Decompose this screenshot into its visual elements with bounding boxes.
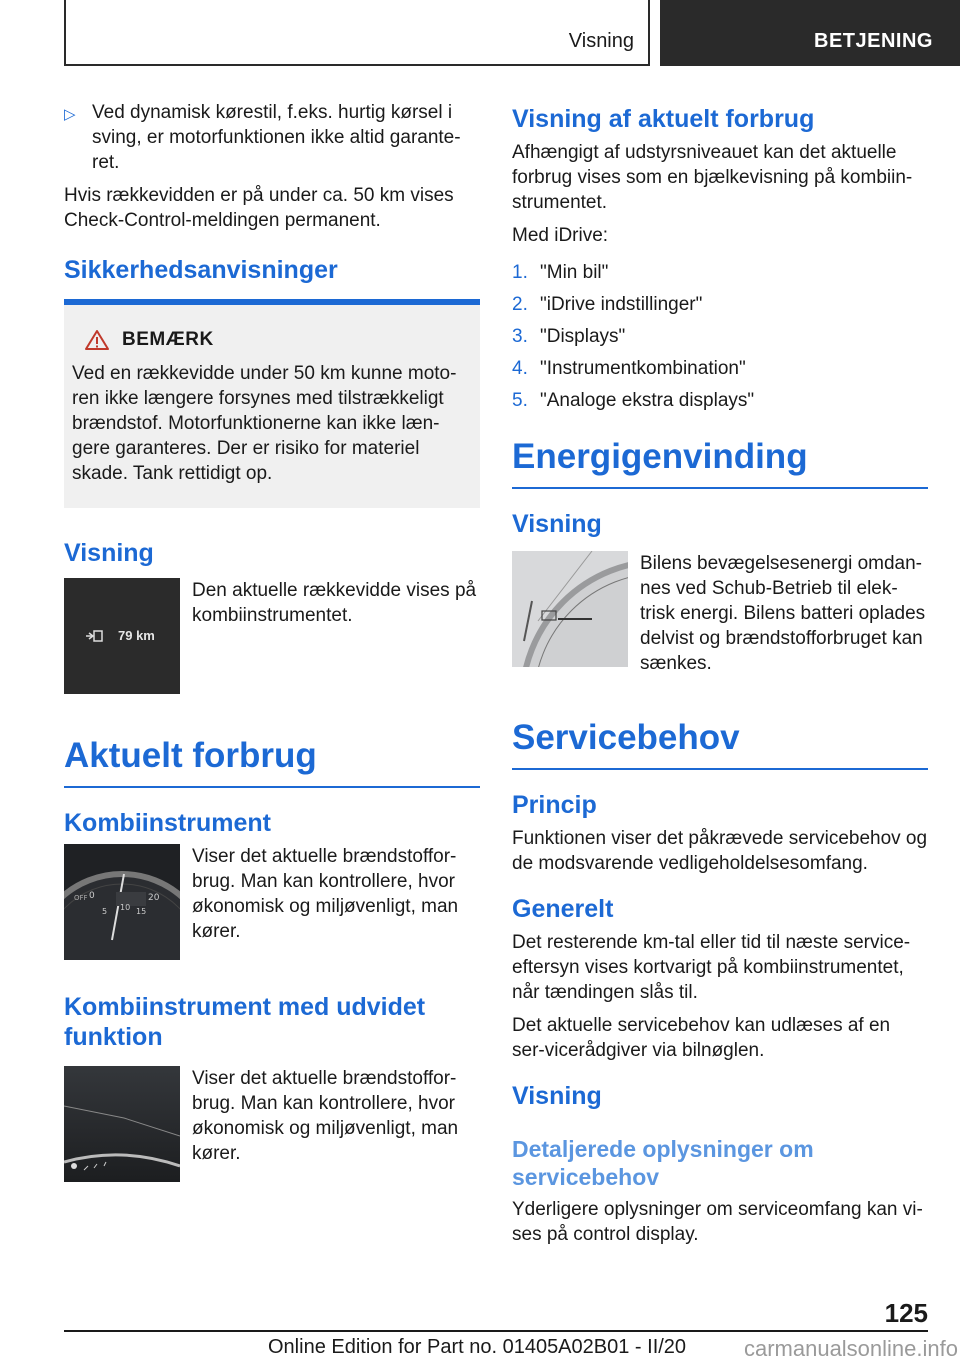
svg-text:20: 20 [148,893,160,903]
svg-text:10: 10 [120,903,131,912]
note-text: Ved en rækkevidde under 50 km kunne moto-ren ikke længere forsynes med tilstrækkeligt brændstof. Motorfunktionerne kan ikke læn-gere garanteres. Der er risiko for materiel skade. Tank rettidigt op. [72,363,457,484]
list-item: 4. "Instrumentkombination" [512,358,746,379]
princip-text: Funktionen viser det påkrævede servicebehov og de modsvarende vedligeholdelsesomfang. [512,828,928,874]
generelt-text-1: Det resterende km-tal eller tid til næste service-eftersyn vises kortvarigt på kombiinstrumentet, når tændingen slås til. [512,932,911,1003]
header-section-label: Visning [568,30,634,52]
list-item: 1. "Min bil" [512,262,609,283]
extended-gauge-image [64,1066,180,1182]
range-display-image [64,578,180,694]
footer-edition: Online Edition for Part no. 01405A02B01 - II/20 [268,1336,687,1358]
heading-safety: Sikkerhedsanvisninger [64,256,338,284]
heading-visning-forbrug: Visning af aktuelt forbrug [512,105,815,133]
header-chapter-box [660,0,960,66]
note-box [64,299,480,508]
generelt-text-2: Det aktuelle servicebehov kan udlæses af en ser-vicerådgiver via bilnøglen. [512,1015,891,1061]
heading-energi: Energigenvinding [512,435,928,489]
note-title: BEMÆRK [122,329,214,350]
list-item: 5. "Analoge ekstra displays" [512,390,755,411]
idrive-paragraph: Med iDrive: [512,225,609,246]
heading-forbrug: Aktuelt forbrug [64,734,480,788]
extended-gauge-icon [64,1066,180,1182]
visning-text: Den aktuelle rækkevidde vises på kombiinstrumentet. [192,580,477,626]
bullet-item [64,100,480,175]
energi-text: Bilens bevægelsesenergi omdan-nes ved Schub-Betrieb til elek-trisk energi. Bilens batteri oplades delvist og brændstofforbruget kan sænkes. [640,553,926,674]
note-header [84,329,472,351]
svg-text:15: 15 [136,907,147,916]
gauge-image [64,844,180,960]
range-figure-row [64,578,480,694]
header-chapter-label: BETJENING [814,30,933,52]
forbrug-paragraph: Afhængigt af udstyrsniveauet kan det aktuelle forbrug vises som en bjælkevisning på kombiin-strumentet. [512,142,913,213]
watermark: carmanualsonline.info [743,1336,958,1361]
kombi-ext-text: Viser det aktuelle brændstoffor-brug. Man kan kontrollere, hvor økonomisk og miljøvenligt, man kører. [192,1068,459,1164]
footer-divider [64,1330,928,1332]
gauge-icon [64,844,180,960]
range-paragraph: Hvis rækkevidden er på under ca. 50 km vises Check-Control-meldingen permanent. [64,185,454,231]
heading-detail: Detaljerede oplysninger om servicebehov [512,1136,814,1190]
kombi-figure-row [64,844,480,960]
idrive-steps [512,260,928,413]
svg-text:5: 5 [102,907,108,916]
heading-visning-service: Visning [512,1082,602,1110]
energi-figure-row [512,551,928,676]
detail-text: Yderligere oplysninger om serviceomfang kan vi-ses på control display. [512,1199,923,1245]
kombi-ext-figure-row [64,1066,480,1182]
heading-kombi-ext: Kombiinstrument med udvidet funktion [64,993,426,1051]
list-item: 3. "Displays" [512,326,626,347]
warning-icon [84,329,110,351]
right-column [512,104,928,1255]
triangle-bullet-icon: ▷ [64,106,76,123]
heading-generelt: Generelt [512,895,614,923]
heading-service: Servicebehov [512,716,928,770]
left-column [64,100,480,1182]
heading-kombi: Kombiinstrument [64,809,271,837]
bullet-text: Ved dynamisk kørestil, f.eks. hurtig kørsel i sving, er motorfunktionen ikke altid garante-ret. [92,102,461,173]
list-item: 2. "iDrive indstillinger" [512,294,703,315]
page-number: 125 [884,1298,928,1328]
kombi-text: Viser det aktuelle brændstoffor-brug. Man kan kontrollere, hvor økonomisk og miljøvenligt, man kører. [192,846,459,942]
range-value: 79 km [118,628,155,643]
energy-gauge-image [512,551,628,667]
svg-text:OFF: OFF [74,894,88,902]
heading-visning: Visning [64,539,154,567]
heading-princip: Princip [512,791,597,819]
svg-text:0: 0 [89,891,95,901]
energy-gauge-icon [512,551,628,667]
header-section-box [64,0,650,66]
heading-visning-energi: Visning [512,510,602,538]
